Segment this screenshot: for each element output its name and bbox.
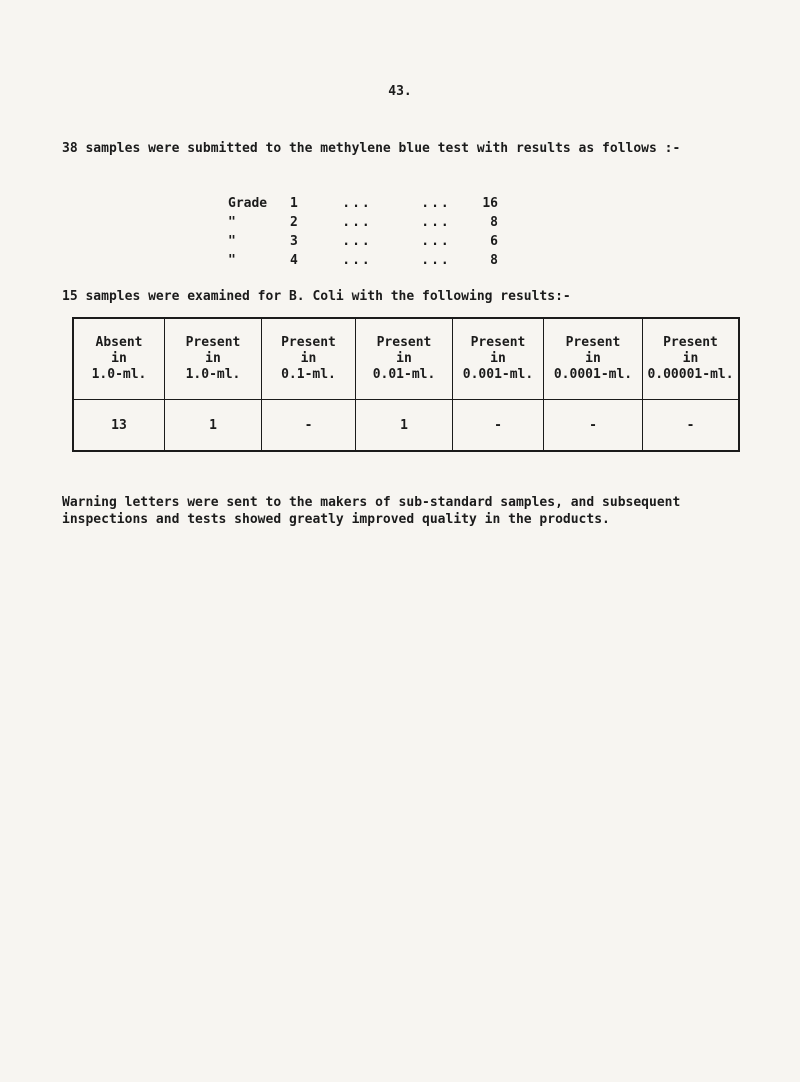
grade-row: [228, 215, 498, 234]
grade-row: [228, 253, 498, 272]
table-cell: 1: [356, 400, 453, 452]
table-cell: -: [262, 400, 356, 452]
table-cell: -: [453, 400, 544, 452]
grade-count: 6: [490, 234, 498, 249]
leader-dots: ...: [421, 215, 451, 230]
leader-dots: ...: [342, 234, 372, 249]
column-header: Present in 1.0-ml.: [165, 318, 262, 400]
table-cell: -: [643, 400, 740, 452]
column-header: Present in 0.01-ml.: [356, 318, 453, 400]
grade-count: 8: [490, 253, 498, 268]
page-number: 43.: [388, 84, 412, 99]
column-header: Present in 0.001-ml.: [453, 318, 544, 400]
coli-intro-paragraph: 15 samples were examined for B. Coli with the following results:-: [62, 289, 571, 304]
grade-number: 1: [290, 196, 298, 211]
grade-label: ": [228, 234, 236, 249]
grade-row: [228, 196, 498, 215]
leader-dots: ...: [342, 196, 372, 211]
closing-paragraph: Warning letters were sent to the makers of sub-standard samples, and subsequent inspections and tests showed greatly improved quality in the products.: [62, 495, 681, 527]
table-cell: -: [544, 400, 643, 452]
table-cell: 1: [165, 400, 262, 452]
column-header: Present in 0.00001-ml.: [643, 318, 740, 400]
grade-number: 3: [290, 234, 298, 249]
coli-results-table: [72, 317, 740, 452]
leader-dots: ...: [342, 253, 372, 268]
grade-label: ": [228, 215, 236, 230]
grade-count: 8: [490, 215, 498, 230]
grade-number: 2: [290, 215, 298, 230]
column-header: Present in 0.0001-ml.: [544, 318, 643, 400]
intro-paragraph: 38 samples were submitted to the methylene blue test with results as follows :-: [62, 141, 681, 156]
grade-results-list: [228, 196, 498, 272]
column-header: Absent in 1.0-ml.: [73, 318, 165, 400]
leader-dots: ...: [421, 196, 451, 211]
table-cell: 13: [73, 400, 165, 452]
leader-dots: ...: [342, 215, 372, 230]
grade-row: [228, 234, 498, 253]
grade-number: 4: [290, 253, 298, 268]
grade-label: ": [228, 253, 236, 268]
column-header: Present in 0.1-ml.: [262, 318, 356, 400]
table-row: [73, 400, 739, 452]
grade-count: 16: [482, 196, 498, 211]
leader-dots: ...: [421, 234, 451, 249]
leader-dots: ...: [421, 253, 451, 268]
table-header-row: [73, 318, 739, 400]
grade-label: Grade: [228, 196, 268, 211]
